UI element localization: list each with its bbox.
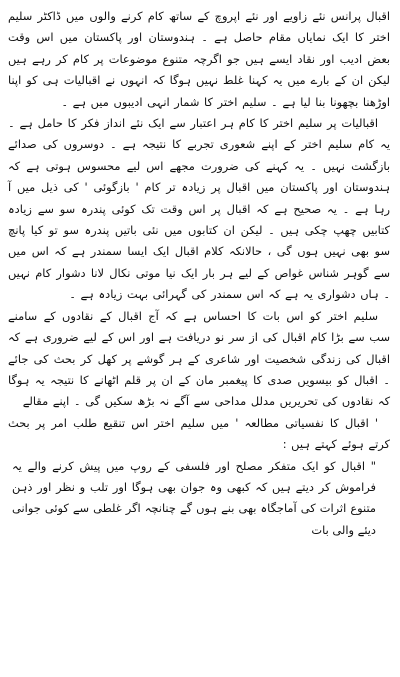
paragraph-4-quote-intro: ' اقبال کا نفسیاتی مطالعہ ' میں سلیم اختر اس تنقیع طلب امر پر بحث کرتے ہوئے کہتے ہیں : <box>8 415 390 452</box>
paragraph-3: سلیم اختر کو اس بات کا احساس ہے کہ آج اقبال کے نقادوں کے سامنے سب سے بڑا کام اقبال کی از سر نو دریافت ہے اور اس کے لیے ضروری ہے کہ اقبال کی زندگی شخصیت اور شاعری کے ہر گوشے پر کھل کر بحث کی جائے ۔ اقبال کو بیسویں صدی کا پیغمبر مان کے ان پر قلم اٹھانے کا نتیجہ یہ ہوگا کہ نقادوں کی تحریریں مدلل مداحی سے آگے نہ بڑھ سکیں گی ۔ اپنے مقالے <box>8 308 390 409</box>
paragraph-2: اقبالیات پر سلیم اختر کا کام ہر اعتبار سے ایک نئے انداز فکر کا حامل ہے ۔ یہ کام سلیم اختر کے اپنے شعوری تجربے کا نتیجہ ہے ۔ دوسروں کی صدائے بازگشت نہیں ۔ یہ کہنے کی ضرورت مجھے اس لیے محسوس ہوتی ہے کہ ہندوستان اور پاکستان میں اقبال پر زیادہ تر کام ' بازگوئی ' کی ذیل میں آ رہا ہے ۔ یہ صحیح ہے کہ اقبال پر اس وقت تک کوئی پندرہ سو سے زیادہ کتابیں چھپ چکی ہیں ۔ لیکن ان کتابوں میں نئی باتیں پندرہ سو تو کیا پانچ سو بھی نہیں ہوں گی ، حالانکہ کلام اقبال ایک ایسا سمندر ہے کہ اس میں سے گوہر شناس غواص کے لیے ہر بار ایک نیا موتی نکال لانا دشوار کام نہیں ۔ ہاں دشواری یہ ہے کہ اس سمندر کی گہرائی بہت زیادہ ہے ۔ <box>8 116 390 302</box>
block-quote: " اقبال کو ایک متفکر مصلح اور فلسفی کے روپ میں پیش کرنے والے یہ فراموش کر دیتے ہیں کہ کبھی وہ جوان بھی ہوگا اور تلب و نظر اور ذہن متنوع اثرات کی آماجگاہ بھی بنے ہوں گے چنانچہ اگر غلطی سے کوئی جوانی دیئے والی بات <box>12 458 376 537</box>
paragraph-1: اقبال پرانس نئے زاویے اور نئے اپروچ کے ساتھ کام کرنے والوں میں ڈاکٹر سلیم اختر کا ایک نمایاں مقام حاصل ہے ۔ ہندوستان اور پاکستان میں اس وقت بعض ادیب اور نقاد ایسے ہیں جو اگرچہ متنوع موضوعات پر کام کر رہے ہیں لیکن ان کے بارے میں یہ کہنا غلط نہیں ہوگا کہ انہوں نے اقبالیات ہی کو اپنا اوڑھنا بچھونا بنا لیا ہے ۔ سلیم اختر کا شمار انہی ادیبوں میں ہے ۔ <box>8 9 390 109</box>
